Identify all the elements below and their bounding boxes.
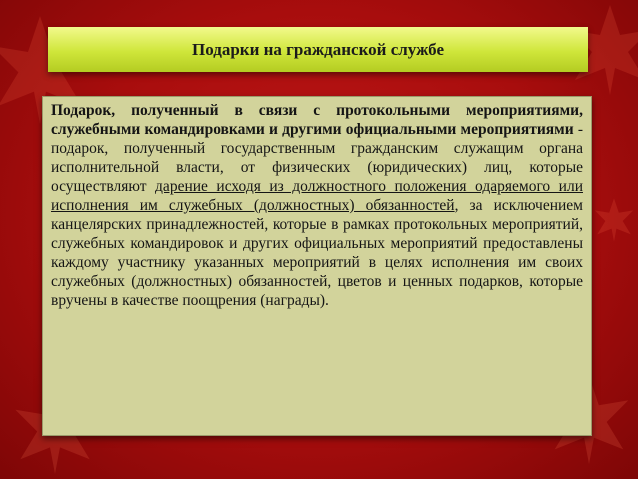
definition-paragraph bbox=[51, 101, 583, 310]
page-title: Подарки на гражданской службе bbox=[191, 39, 444, 59]
definition-text-part-2: , за исключением канцелярских принадлежностей, которые в рамках протокольных мероприятий, служебных командировок и других официальных мероприятий предоставлены каждому участнику указанных мероприятий в целях исполнения им своих служебных (должностных) обязанностей, цветов и ценных подарков, которые вручены в качестве поощрения (награды). bbox=[51, 197, 583, 309]
definition-text-part-1: - подарок, полученный государственным гражданским служащим органа исполнительной власти, от физических (юридических) лиц, которые осуществляют bbox=[51, 121, 583, 195]
title-bar bbox=[48, 27, 588, 72]
definition-underlined-text: дарение исходя из должностного положения одаряемого или исполнения им служебных (должностных) обязанностей bbox=[51, 178, 583, 214]
leaf-decoration-icon bbox=[590, 180, 638, 260]
content-box bbox=[42, 96, 592, 436]
definition-term: Подарок, полученный в связи с протокольными мероприятиями, служебными командировками и другими официальными мероприятиями bbox=[51, 102, 583, 138]
